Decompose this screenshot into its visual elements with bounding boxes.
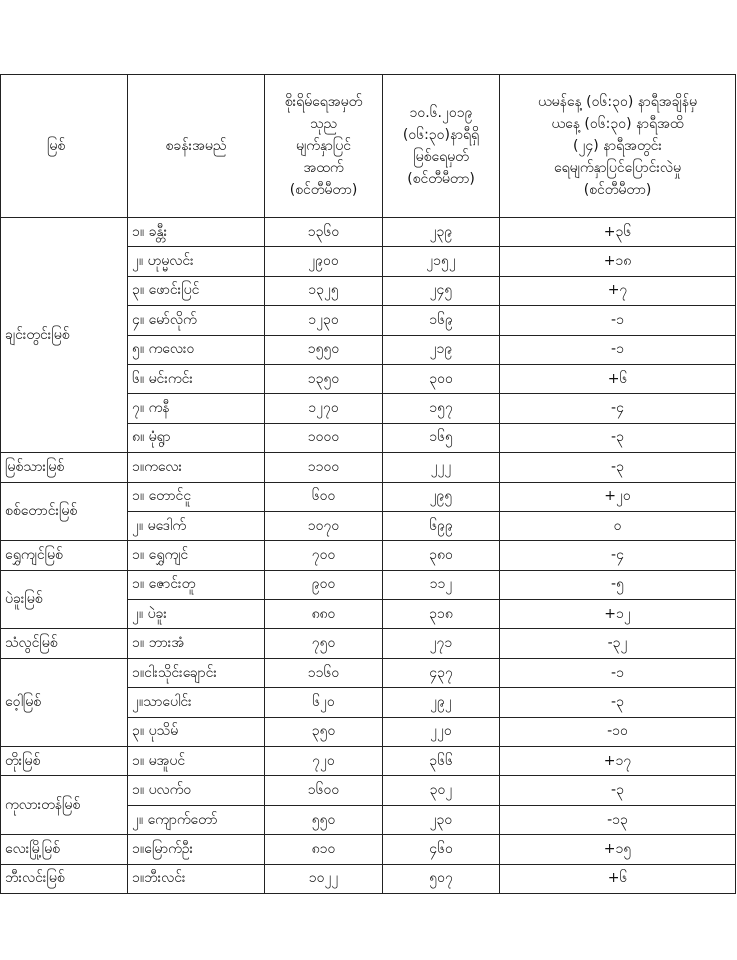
river-name-cell: ဝေ့ါမြစ်	[1, 658, 128, 746]
danger-level-cell: ၁၀၂၂	[265, 864, 383, 893]
danger-level-cell: ၁၅၅၀	[265, 335, 383, 364]
water-level-cell: ၁၅၇	[383, 394, 500, 423]
station-cell: ၂။ မဒေါက်	[128, 511, 265, 540]
level-change-cell: -၁၃	[500, 805, 736, 834]
header-danger-line: မျက်နှာပြင်	[295, 138, 351, 154]
table-header	[1, 75, 736, 218]
station-cell: ၈။ မုံရွာ	[128, 423, 265, 452]
station-cell: ၁။ ပလက်ဝ	[128, 776, 265, 805]
water-level-cell: ၂၂၂	[383, 453, 500, 482]
water-level-cell: ၂၃၀	[383, 805, 500, 834]
station-cell: ၁။ ရွှေကျင်	[128, 541, 265, 570]
table-body	[1, 218, 736, 894]
level-change-cell: +၃၆	[500, 218, 736, 247]
station-cell: ၅။ ကလေးဝ	[128, 335, 265, 364]
table-row	[1, 482, 736, 511]
water-level-cell: ၃၈၀	[383, 541, 500, 570]
station-cell: ၂။ ကျောက်တော်	[128, 805, 265, 834]
level-change-cell: +၁၇	[500, 747, 736, 776]
table-row	[1, 835, 736, 864]
header-water-line: မြစ်ရေမှတ်	[413, 149, 469, 165]
river-name-cell: သံလွင်မြစ်	[1, 629, 128, 658]
water-level-cell: ၂၉၂	[383, 688, 500, 717]
danger-level-cell: ၆၂၀	[265, 688, 383, 717]
header-change-line: ရေမျက်နှာပြင်ပြောင်းလဲမှု	[553, 160, 682, 176]
river-name-cell: ချင်းတွင်းမြစ်	[1, 218, 128, 453]
river-name-cell: ဘီးလင်းမြစ်	[1, 864, 128, 893]
water-level-cell: ၄၃၇	[383, 658, 500, 687]
danger-level-cell: ၁၃၆၀	[265, 218, 383, 247]
station-cell: ၃။ ပုသိမ်	[128, 717, 265, 746]
water-level-cell: ၂၂၀	[383, 717, 500, 746]
header-river: မြစ်	[1, 75, 128, 218]
danger-level-cell: ၁၁၀၀	[265, 453, 383, 482]
water-level-cell: ၁၆၉	[383, 306, 500, 335]
danger-level-cell: ၈၈၀	[265, 600, 383, 629]
river-name-cell: ပဲခူးမြစ်	[1, 570, 128, 629]
danger-level-cell: ၁၂၇၀	[265, 394, 383, 423]
water-level-cell: ၁၁၂	[383, 570, 500, 599]
level-change-cell: +၆	[500, 364, 736, 393]
station-cell: ၇။ ကနီ	[128, 394, 265, 423]
level-change-cell: -၃	[500, 453, 736, 482]
header-change-line: ယနေ့ (၀၆:၃၀) နာရီအထိ	[551, 116, 684, 132]
level-change-cell: -၁	[500, 658, 736, 687]
level-change-cell: +၁၂	[500, 600, 736, 629]
table-row	[1, 570, 736, 599]
station-cell: ၂။ ဟုမ္မလင်း	[128, 247, 265, 276]
danger-level-cell: ၁၀၀၀	[265, 423, 383, 452]
water-level-cell: ၄၆၀	[383, 835, 500, 864]
station-cell: ၃။ ဖောင်းပြင်	[128, 276, 265, 305]
danger-level-cell: ၁၂၃၀	[265, 306, 383, 335]
station-cell: ၁။မြောက်ဦး	[128, 835, 265, 864]
header-change-line: (၂၄) နာရီအတွင်း	[573, 138, 662, 154]
danger-level-cell: ၁၃၅၀	[265, 364, 383, 393]
station-cell: ၁။ကလေး	[128, 453, 265, 482]
danger-level-cell: ၁၁၆၀	[265, 658, 383, 687]
header-water-level	[383, 75, 500, 218]
danger-level-cell: ၇၀၀	[265, 541, 383, 570]
level-change-cell: -၃	[500, 688, 736, 717]
water-level-cell: ၂၁၅၂	[383, 247, 500, 276]
level-change-cell: +၇	[500, 276, 736, 305]
water-level-cell: ၂၁၉	[383, 335, 500, 364]
water-level-cell: ၁၆၅	[383, 423, 500, 452]
danger-level-cell: ၅၅၀	[265, 805, 383, 834]
water-level-cell: ၂၄၅	[383, 276, 500, 305]
level-change-cell: ၀	[500, 511, 736, 540]
water-level-cell: ၅၀၇	[383, 864, 500, 893]
river-name-cell: လေးမြို့မြစ်	[1, 835, 128, 864]
danger-level-cell: ၇၅၀	[265, 629, 383, 658]
station-cell: ၆။ မင်းကင်း	[128, 364, 265, 393]
table-row	[1, 218, 736, 247]
level-change-cell: -၁၀	[500, 717, 736, 746]
level-change-cell: +၂၀	[500, 482, 736, 511]
level-change-cell: -၅	[500, 570, 736, 599]
river-water-level-table	[0, 74, 736, 894]
danger-level-cell: ၆၀၀	[265, 482, 383, 511]
header-water-line: ၁၀.၆.၂၀၁၉	[409, 105, 473, 121]
table-row	[1, 541, 736, 570]
header-danger-level	[265, 75, 383, 218]
level-change-cell: -၁	[500, 335, 736, 364]
water-level-cell: ၆၉၉	[383, 511, 500, 540]
water-level-cell: ၃၆၆	[383, 747, 500, 776]
danger-level-cell: ၁၀၇၀	[265, 511, 383, 540]
header-danger-line: စိုးရိမ်ရေအမှတ်	[284, 94, 363, 110]
table-row	[1, 629, 736, 658]
table-row	[1, 747, 736, 776]
header-row	[1, 75, 736, 218]
water-level-cell: ၃၀၀	[383, 364, 500, 393]
header-danger-line: သုည	[309, 116, 338, 132]
river-name-cell: မြစ်သားမြစ်	[1, 453, 128, 482]
table-row	[1, 658, 736, 687]
level-change-cell: +၁၈	[500, 247, 736, 276]
header-change-line: ယမန်နေ့ (၀၆:၃၀) နာရီအချိန်မှ	[538, 94, 697, 110]
table-row	[1, 776, 736, 805]
water-level-cell: ၂၉၅	[383, 482, 500, 511]
header-station: စခန်းအမည်	[128, 75, 265, 218]
danger-level-cell: ၂၉၀၀	[265, 247, 383, 276]
water-level-cell: ၃၀၂	[383, 776, 500, 805]
table-row	[1, 453, 736, 482]
header-danger-line: (စင်တီမီတာ)	[289, 182, 358, 198]
station-cell: ၁။ ဘားအံ	[128, 629, 265, 658]
header-water-line: (၀၆:၃၀)နာရီရှိ	[402, 127, 480, 143]
level-change-cell: +၆	[500, 864, 736, 893]
water-level-cell: ၂၃၉	[383, 218, 500, 247]
table-row	[1, 864, 736, 893]
header-change-line: (စင်တီမီတာ)	[583, 182, 652, 198]
station-cell: ၁။ဘီးလင်း	[128, 864, 265, 893]
water-level-cell: ၂၇၁	[383, 629, 500, 658]
station-cell: ၂။ ပဲခူး	[128, 600, 265, 629]
level-change-cell: -၃	[500, 776, 736, 805]
station-cell: ၂။သာပေါင်း	[128, 688, 265, 717]
level-change-cell: -၄	[500, 541, 736, 570]
danger-level-cell: ၇၂၀	[265, 747, 383, 776]
station-cell: ၁။ ဇောင်းတူ	[128, 570, 265, 599]
danger-level-cell: ၁၃၂၅	[265, 276, 383, 305]
danger-level-cell: ၃၅၀	[265, 717, 383, 746]
danger-level-cell: ၈၁၀	[265, 835, 383, 864]
danger-level-cell: ၉၀၀	[265, 570, 383, 599]
river-name-cell: ရွှေကျင်မြစ်	[1, 541, 128, 570]
station-cell: ၁။ မအူပင်	[128, 747, 265, 776]
level-change-cell: -၃	[500, 423, 736, 452]
header-water-line: (စင်တီမီတာ)	[407, 171, 475, 187]
level-change-cell: -၁	[500, 306, 736, 335]
danger-level-cell: ၁၆၀၀	[265, 776, 383, 805]
station-cell: ၄။ မော်လိုက်	[128, 306, 265, 335]
level-change-cell: -၃၂	[500, 629, 736, 658]
level-change-cell: +၁၅	[500, 835, 736, 864]
water-level-cell: ၃၁၈	[383, 600, 500, 629]
station-cell: ၁။ တောင်ငူ	[128, 482, 265, 511]
river-name-cell: တိုးမြစ်	[1, 747, 128, 776]
station-cell: ၁။ငါးသိုင်းချောင်း	[128, 658, 265, 687]
level-change-cell: -၄	[500, 394, 736, 423]
header-danger-line: အထက်	[303, 160, 344, 176]
river-name-cell: စစ်တောင်းမြစ်	[1, 482, 128, 541]
river-name-cell: ကုလားတန်မြစ်	[1, 776, 128, 835]
header-change	[500, 75, 736, 218]
station-cell: ၁။ ခန္တီး	[128, 218, 265, 247]
